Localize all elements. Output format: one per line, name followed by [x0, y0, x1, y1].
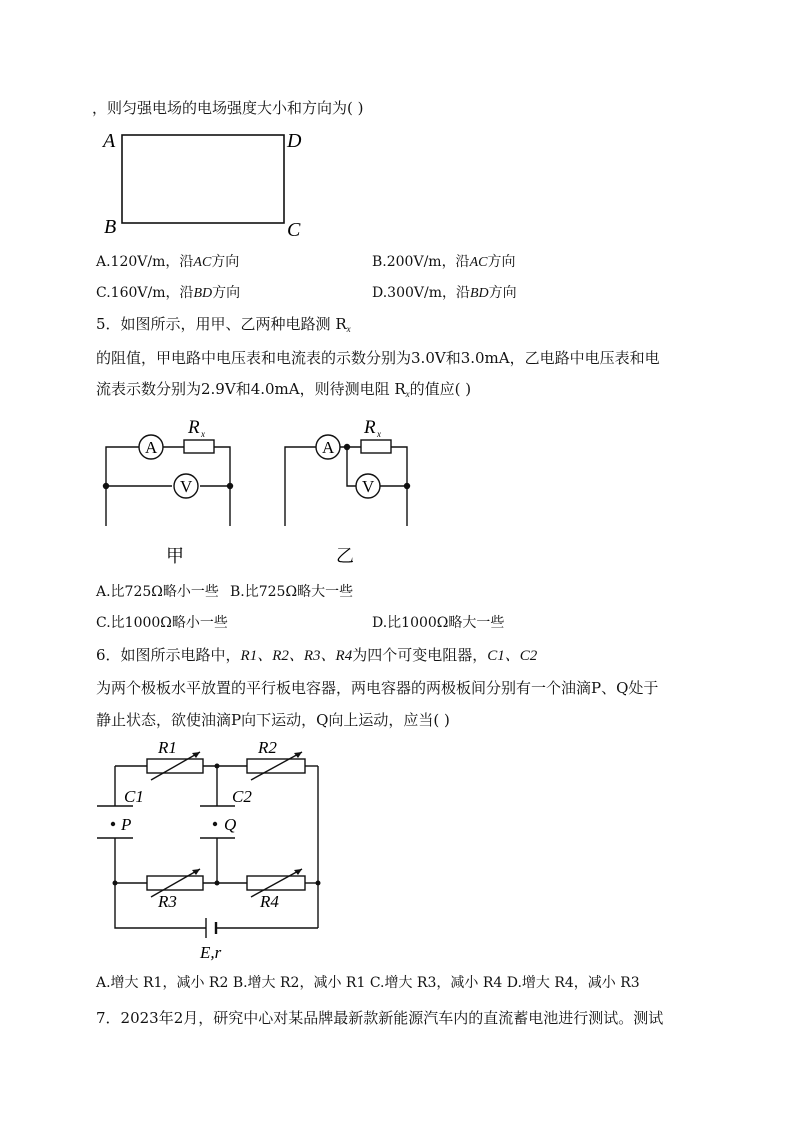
q4-option-a-prefix: A.120V/m，沿	[96, 254, 194, 270]
q5-stem-line1-text: 5．如图所示，用甲、乙两种电路测 R	[96, 315, 347, 333]
q5-jia-rx-sub: x	[201, 429, 205, 439]
q5-stem-line1-sub: x	[346, 324, 351, 334]
q4-option-d-var: BD	[470, 286, 489, 301]
q5-circuit-yi	[285, 435, 410, 526]
q6-label-c1: C1	[124, 787, 144, 806]
q6-option-c[interactable]: C.增大 R3，减小 R4	[369, 975, 503, 991]
q5-yi-voltmeter-label: V	[362, 477, 375, 496]
q6-stem-vars: R1、R2、R3、R4	[240, 648, 353, 664]
q6-stem-line1-pre: 6．如图所示电路中，	[96, 646, 241, 664]
q6-label-q: Q	[224, 815, 237, 834]
q5-yi-ammeter-label: A	[322, 438, 335, 457]
q5-jia-rx-label: R	[188, 417, 200, 438]
q5-option-a[interactable]: A.比725Ω略小一些	[96, 584, 219, 600]
q5-yi-rx-sub: x	[377, 429, 381, 439]
q5-stem-line3-post: 的值应( )	[409, 380, 472, 398]
q7-stem-line1: 7．2023年2月，研究中心对某品牌最新款新能源汽车内的直流蓄电池进行测试。测试	[96, 1009, 664, 1027]
q5-option-c[interactable]: C.比1000Ω略小一些	[96, 615, 228, 631]
q5-yi-rx-label: R	[364, 417, 376, 438]
q4-option-d-suffix: 方向	[488, 285, 517, 301]
q5-stem-line2: 的阻值，甲电路中电压表和电流表的示数分别为3.0V和3.0mA，乙电路中电压表和电	[96, 349, 660, 367]
q4-option-d-prefix: D.300V/m，沿	[372, 285, 470, 301]
q4-option-a-suffix: 方向	[211, 254, 240, 270]
q4-label-c: C	[287, 219, 301, 241]
q4-label-d: D	[287, 130, 302, 152]
q4-label-b: B	[104, 216, 117, 238]
q6-stem-line2: 为两个极板水平放置的平行板电容器，两电容器的两极板间分别有一个油滴P、Q处于	[96, 679, 659, 697]
q4-option-c[interactable]	[96, 283, 240, 304]
q4-stem: ，则匀强电场的电场强度大小和方向为( )	[92, 99, 364, 117]
q4-option-d[interactable]	[372, 283, 517, 304]
q5-caption-jia: 甲	[166, 546, 184, 566]
q6-label-source: E,r	[200, 943, 222, 962]
q5-stem-line3-sub: x	[405, 389, 410, 399]
q6-stem-line1-mid: 为四个可变电阻器，	[352, 646, 488, 664]
q4-option-a[interactable]	[96, 252, 239, 273]
q4-label-a: A	[103, 130, 116, 152]
q5-stem-line3	[96, 379, 471, 404]
q5-option-b[interactable]: B.比725Ω略大一些	[230, 584, 354, 600]
q4-option-c-suffix: 方向	[212, 285, 241, 301]
q6-stem-caps: C1、C2	[487, 648, 538, 664]
q4-option-b-var: AC	[469, 255, 488, 270]
q4-option-c-prefix: C.160V/m，沿	[96, 285, 194, 301]
q6-label-c2: C2	[232, 787, 252, 806]
q6-option-d[interactable]: D.增大 R4，减小 R3	[506, 975, 640, 991]
q6-options-row	[96, 973, 640, 993]
q6-label-r2: R2	[258, 738, 277, 757]
q6-circuit-diagram	[90, 735, 330, 965]
q4-option-b[interactable]	[372, 252, 515, 273]
q6-stem-line1	[96, 645, 537, 666]
q4-option-b-suffix: 方向	[487, 254, 516, 270]
q5-caption-yi: 乙	[336, 546, 354, 566]
q6-label-r4: R4	[260, 892, 279, 911]
q6-label-r3: R3	[158, 892, 177, 911]
q5-jia-voltmeter-label: V	[180, 477, 193, 496]
q5-circuit-jia	[104, 435, 233, 526]
q6-stem-line3: 静止状态，欲使油滴P向下运动，Q向上运动，应当( )	[96, 711, 450, 729]
q5-circuit-diagram	[96, 410, 426, 570]
q4-option-a-var: AC	[193, 255, 212, 270]
q5-stem-line1	[96, 314, 351, 339]
q6-label-r1: R1	[158, 738, 177, 757]
q6-label-p: P	[121, 815, 132, 834]
q4-option-b-prefix: B.200V/m，沿	[372, 254, 470, 270]
q5-stem-line3-pre: 流表示数分别为2.9V和4.0mA，则待测电阻 R	[96, 380, 406, 398]
q6-option-a[interactable]: A.增大 R1，减小 R2	[96, 975, 229, 991]
q4-rectangle-diagram	[100, 125, 320, 245]
q5-jia-ammeter-label: A	[145, 438, 158, 457]
q4-option-c-var: BD	[193, 286, 213, 301]
q5-option-d[interactable]: D.比1000Ω略大一些	[372, 615, 505, 631]
q6-option-b[interactable]: B.增大 R2，减小 R1	[232, 975, 366, 991]
